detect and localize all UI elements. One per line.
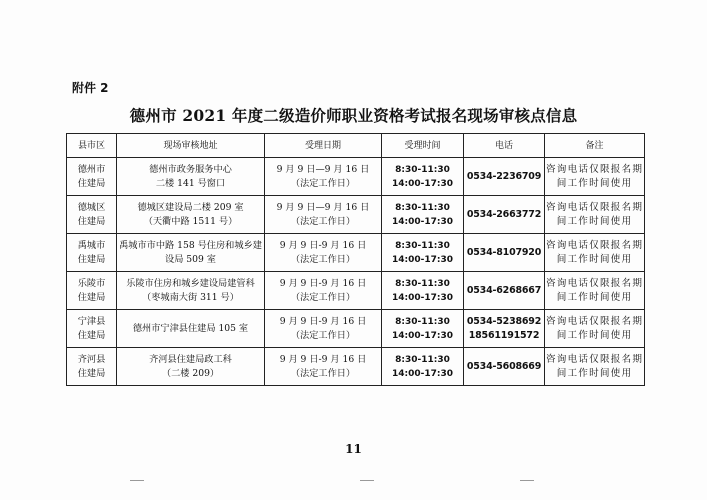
- address-cell-line: 乐陵市住房和城乡建设局建管科: [126, 277, 255, 289]
- table-row: [67, 196, 645, 234]
- note-cell-line: 间工作时间使用: [556, 367, 633, 379]
- address-cell-line: （枣城南大街 311 号）: [142, 291, 239, 303]
- address-cell: [117, 348, 265, 386]
- address-cell-line: 德城区建设局二楼 209 室: [137, 201, 244, 213]
- address-cell-line: 设局 509 室: [165, 253, 216, 265]
- table-row: [67, 234, 645, 272]
- time-cell-line: 14:00-17:30: [391, 330, 454, 341]
- note-cell-line: 咨询电话仅限报名期: [546, 277, 644, 289]
- date-cell-line: （法定工作日）: [290, 177, 356, 189]
- date-cell: [265, 310, 382, 348]
- review-site-table: [66, 133, 645, 386]
- note-cell-line: 间工作时间使用: [556, 177, 633, 189]
- note-cell: [545, 234, 645, 272]
- time-cell: [382, 348, 464, 386]
- phone-cell-line: 0534-8107920: [466, 246, 542, 258]
- county-cell: [67, 348, 117, 386]
- date-cell: [265, 234, 382, 272]
- phone-cell-line: 0534-2236709: [466, 170, 542, 182]
- phone-cell: [464, 196, 545, 234]
- date-cell-line: 9 月 9 日—9 月 16 日: [276, 201, 370, 213]
- table-row: [67, 348, 645, 386]
- time-cell: [382, 272, 464, 310]
- county-cell-line: 住建局: [77, 329, 106, 341]
- date-cell: [265, 348, 382, 386]
- date-cell-line: 9 月 9 日—9 月 16 日: [276, 163, 370, 175]
- date-cell-line: 9 月 9 日-9 月 16 日: [279, 239, 367, 251]
- county-cell-line: 住建局: [77, 367, 106, 379]
- time-cell-line: 8:30-11:30: [395, 202, 450, 213]
- note-cell: [545, 272, 645, 310]
- note-cell-line: 咨询电话仅限报名期: [546, 163, 644, 175]
- time-cell-line: 8:30-11:30: [395, 164, 450, 175]
- phone-cell-line: 0534-2663772: [466, 208, 542, 220]
- note-cell-line: 间工作时间使用: [556, 291, 633, 303]
- header-county: 县市区: [67, 134, 117, 158]
- scan-mark: [520, 480, 534, 481]
- address-cell: [117, 196, 265, 234]
- note-cell-line: 间工作时间使用: [556, 215, 633, 227]
- date-cell-line: （法定工作日）: [290, 253, 356, 265]
- table-row: [67, 158, 645, 196]
- phone-cell: [464, 272, 545, 310]
- county-cell-line: 住建局: [77, 215, 106, 227]
- county-cell: [67, 234, 117, 272]
- scan-mark: [360, 480, 374, 481]
- county-cell-line: 住建局: [77, 177, 106, 189]
- time-cell: [382, 196, 464, 234]
- time-cell-line: 8:30-11:30: [395, 316, 450, 327]
- date-cell-line: （法定工作日）: [290, 329, 356, 341]
- date-cell: [265, 196, 382, 234]
- table-body: [67, 158, 645, 386]
- page-number: 11: [345, 442, 362, 456]
- time-cell-line: 14:00-17:30: [391, 178, 454, 189]
- phone-cell: [464, 310, 545, 348]
- county-cell-line: 乐陵市: [77, 277, 106, 289]
- county-cell-line: 住建局: [77, 291, 106, 303]
- phone-cell: [464, 348, 545, 386]
- county-cell-line: 德州市: [77, 163, 106, 175]
- date-cell-line: 9 月 9 日-9 月 16 日: [279, 277, 367, 289]
- time-cell-line: 8:30-11:30: [395, 278, 450, 289]
- attachment-label: 附件 2: [72, 81, 109, 95]
- address-cell: [117, 310, 265, 348]
- note-cell-line: 咨询电话仅限报名期: [546, 353, 644, 365]
- time-cell-line: 8:30-11:30: [395, 354, 450, 365]
- county-cell: [67, 310, 117, 348]
- note-cell-line: 咨询电话仅限报名期: [546, 315, 644, 327]
- table-row: [67, 272, 645, 310]
- time-cell: [382, 310, 464, 348]
- time-cell: [382, 234, 464, 272]
- address-cell-line: （二楼 209）: [161, 367, 220, 379]
- address-cell-line: 禹城市市中路 158 号住房和城乡建: [119, 239, 262, 251]
- phone-cell-line: 0534-5238692: [466, 315, 542, 327]
- county-cell: [67, 272, 117, 310]
- phone-cell-line: 18561191572: [468, 329, 540, 341]
- date-cell: [265, 158, 382, 196]
- note-cell-line: 咨询电话仅限报名期: [546, 239, 644, 251]
- county-cell-line: 德城区: [77, 201, 106, 213]
- note-cell-line: 间工作时间使用: [556, 329, 633, 341]
- time-cell-line: 14:00-17:30: [391, 368, 454, 379]
- phone-cell-line: 0534-6268667: [466, 284, 542, 296]
- address-cell: [117, 234, 265, 272]
- header-phone: 电话: [464, 134, 545, 158]
- phone-cell: [464, 234, 545, 272]
- time-cell-line: 14:00-17:30: [391, 216, 454, 227]
- address-cell-line: 德州市政务服务中心: [149, 163, 232, 175]
- table-header-row: [67, 134, 645, 158]
- note-cell: [545, 310, 645, 348]
- address-cell-line: 德州市宁津县住建局 105 室: [132, 322, 249, 334]
- header-note: 备注: [545, 134, 645, 158]
- date-cell-line: 9 月 9 日-9 月 16 日: [279, 315, 367, 327]
- date-cell-line: （法定工作日）: [290, 215, 356, 227]
- table-row: [67, 310, 645, 348]
- county-cell: [67, 158, 117, 196]
- header-address: 现场审核地址: [117, 134, 265, 158]
- document-title: 德州市 2021 年度二级造价师职业资格考试报名现场审核点信息: [129, 106, 578, 125]
- note-cell: [545, 196, 645, 234]
- date-cell: [265, 272, 382, 310]
- note-cell: [545, 158, 645, 196]
- time-cell-line: 8:30-11:30: [395, 240, 450, 251]
- address-cell-line: （天衢中路 1511 号）: [143, 215, 238, 227]
- header-date: 受理日期: [265, 134, 382, 158]
- county-cell-line: 住建局: [77, 253, 106, 265]
- date-cell-line: （法定工作日）: [290, 291, 356, 303]
- time-cell-line: 14:00-17:30: [391, 254, 454, 265]
- county-cell-line: 禹城市: [77, 239, 106, 251]
- date-cell-line: 9 月 9 日-9 月 16 日: [279, 353, 367, 365]
- note-cell-line: 咨询电话仅限报名期: [546, 201, 644, 213]
- note-cell-line: 间工作时间使用: [556, 253, 633, 265]
- county-cell-line: 宁津县: [77, 315, 106, 327]
- address-cell-line: 齐河县住建局政工科: [149, 353, 232, 365]
- note-cell: [545, 348, 645, 386]
- time-cell-line: 14:00-17:30: [391, 292, 454, 303]
- scan-mark: [130, 480, 144, 481]
- date-cell-line: （法定工作日）: [290, 367, 356, 379]
- county-cell-line: 齐河县: [77, 353, 106, 365]
- time-cell: [382, 158, 464, 196]
- phone-cell-line: 0534-5608669: [466, 360, 542, 372]
- address-cell: [117, 158, 265, 196]
- address-cell: [117, 272, 265, 310]
- phone-cell: [464, 158, 545, 196]
- address-cell-line: 二楼 141 号窗口: [155, 177, 226, 189]
- county-cell: [67, 196, 117, 234]
- header-time: 受理时间: [382, 134, 464, 158]
